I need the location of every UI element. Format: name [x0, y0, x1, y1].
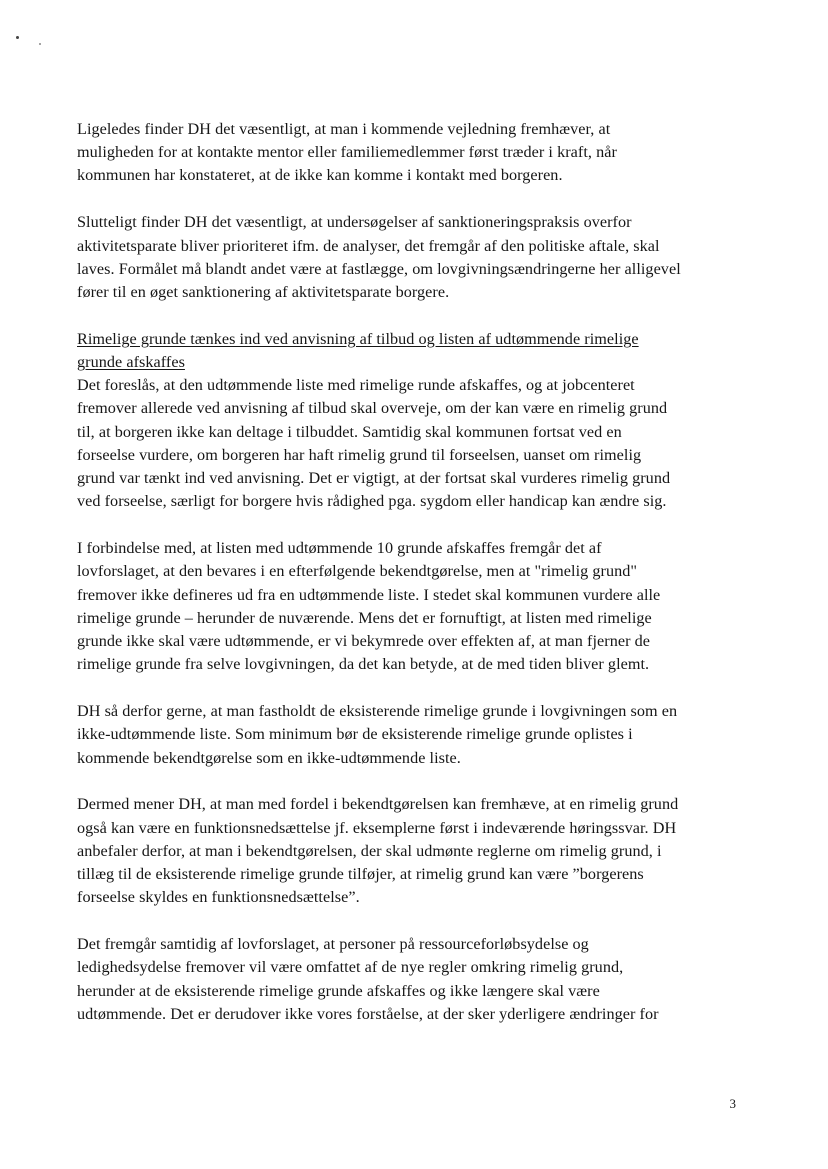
text-line: lovforslaget, at den bevares i en efterfølgende bekendtgørelse, men at "rimelig grund": [77, 562, 638, 581]
text-line: fremover allerede ved anvisning af tilbud skal overveje, om der kan være en rimelig grund: [77, 399, 668, 418]
text-line: kommunen har konstateret, at de ikke kan komme i kontakt med borgeren.: [77, 166, 563, 185]
text-line: kommende bekendtgørelse som en ikke-udtømmende liste.: [77, 748, 461, 767]
scan-speck: [39, 43, 41, 45]
text-line: udtømmende. Det er derudover ikke vores forståelse, at der sker yderligere ændringer for: [77, 1004, 659, 1023]
section-heading: Rimelige grunde tænkes ind ved anvisning af tilbud og listen af udtømmende rimelige: [77, 329, 639, 348]
text-line: til, at borgeren ikke kan deltage i tilbuddet. Samtidig skal kommunen fortsat ved en: [77, 422, 622, 441]
text-line: ikke-udtømmende liste. Som minimum bør de eksisterende rimelige grunde oplistes i: [77, 725, 633, 744]
section-heading: grunde afskaffes: [77, 353, 185, 372]
text-line: ledighedsydelse fremover vil være omfattet af de nye regler omkring rimelig grund,: [77, 958, 624, 977]
scan-speck: [16, 36, 19, 39]
text-line: rimelige grunde – herunder de nuværende. Mens det er fornuftigt, at listen med rimelige: [77, 608, 652, 627]
text-line: Dermed mener DH, at man med fordel i bekendtgørelsen kan fremhæve, at en rimelig grund: [77, 795, 679, 814]
text-line: Slutteligt finder DH det væsentligt, at undersøgelser af sanktioneringspraksis overfor: [77, 213, 632, 232]
text-line: forseelse skyldes en funktionsnedsættelse”.: [77, 888, 360, 907]
paragraph-mentor-contact: [77, 118, 742, 188]
text-line: forseelse vurdere, om borgeren har haft rimelig grund til forseelsen, uanset om rimelig: [77, 445, 642, 464]
text-line: DH så derfor gerne, at man fastholdt de eksisterende rimelige grunde i lovgivningen som en: [77, 702, 678, 721]
text-line: Ligeledes finder DH det væsentligt, at man i kommende vejledning fremhæver, at: [77, 120, 611, 138]
text-line: tillæg til de eksisterende rimelige grunde tilføjer, at rimelig grund kan være ”borgerens: [77, 865, 644, 884]
text-line: fremover ikke defineres ud fra en udtømmende liste. I stedet skal kommunen vurdere alle: [77, 585, 661, 604]
text-line: grunde ikke skal være udtømmende, er vi bekymrede over effekten af, at man fjerner de: [77, 631, 650, 650]
paragraph-sanction-practice: [77, 211, 742, 304]
text-line: rimelige grunde fra selve lovgivningen, da det kan betyde, at de med tiden bliver glemt.: [77, 655, 650, 674]
paragraph-resource-benefit: [77, 933, 742, 1026]
text-line: I forbindelse med, at listen med udtømmende 10 grunde afskaffes fremgår det af: [77, 539, 602, 558]
text-line: laves. Formålet må blandt andet være at fastlægge, om lovgivningsændringerne her alligevel: [77, 259, 681, 278]
paragraph-dh-recommendation: [77, 700, 742, 770]
text-line: Det fremgår samtidig af lovforslaget, at personer på ressourceforløbsydelse og: [77, 935, 589, 954]
text-line: også kan være en funktionsnedsættelse jf. eksemplerne først i indeværende høringssvar. DH: [77, 818, 677, 837]
text-line: Det foreslås, at den udtømmende liste med rimelige runde afskaffes, og at jobcenteret: [77, 376, 635, 395]
text-line: aktivitetsparate bliver prioriteret ifm. de analyser, det fremgår af den politiske aftale, skal: [77, 236, 660, 255]
text-line: anbefaler derfor, at man i bekendtgørelsen, der skal udmønte reglerne om rimelig grund, i: [77, 841, 662, 860]
document-body: [77, 118, 742, 1026]
section-reasonable-grounds: [77, 328, 742, 514]
text-line: muligheden for at kontakte mentor eller familiemedlemmer først træder i kraft, når: [77, 143, 617, 162]
text-line: ved forseelse, særligt for borgere hvis rådighed pga. sygdom eller handicap kan ændre sig.: [77, 492, 667, 511]
page-number: 3: [729, 1096, 736, 1111]
text-line: grund var tænkt ind ved anvisning. Det er vigtigt, at der fortsat skal vurderes rimelig grund: [77, 469, 671, 488]
paragraph-list-abolished: [77, 537, 742, 676]
paragraph-disability-ground: [77, 793, 742, 909]
text-line: fører til en øget sanktionering af aktivitetsparate borgere.: [77, 282, 450, 301]
text-line: herunder at de eksisterende rimelige grunde afskaffes og ikke længere skal være: [77, 981, 600, 1000]
